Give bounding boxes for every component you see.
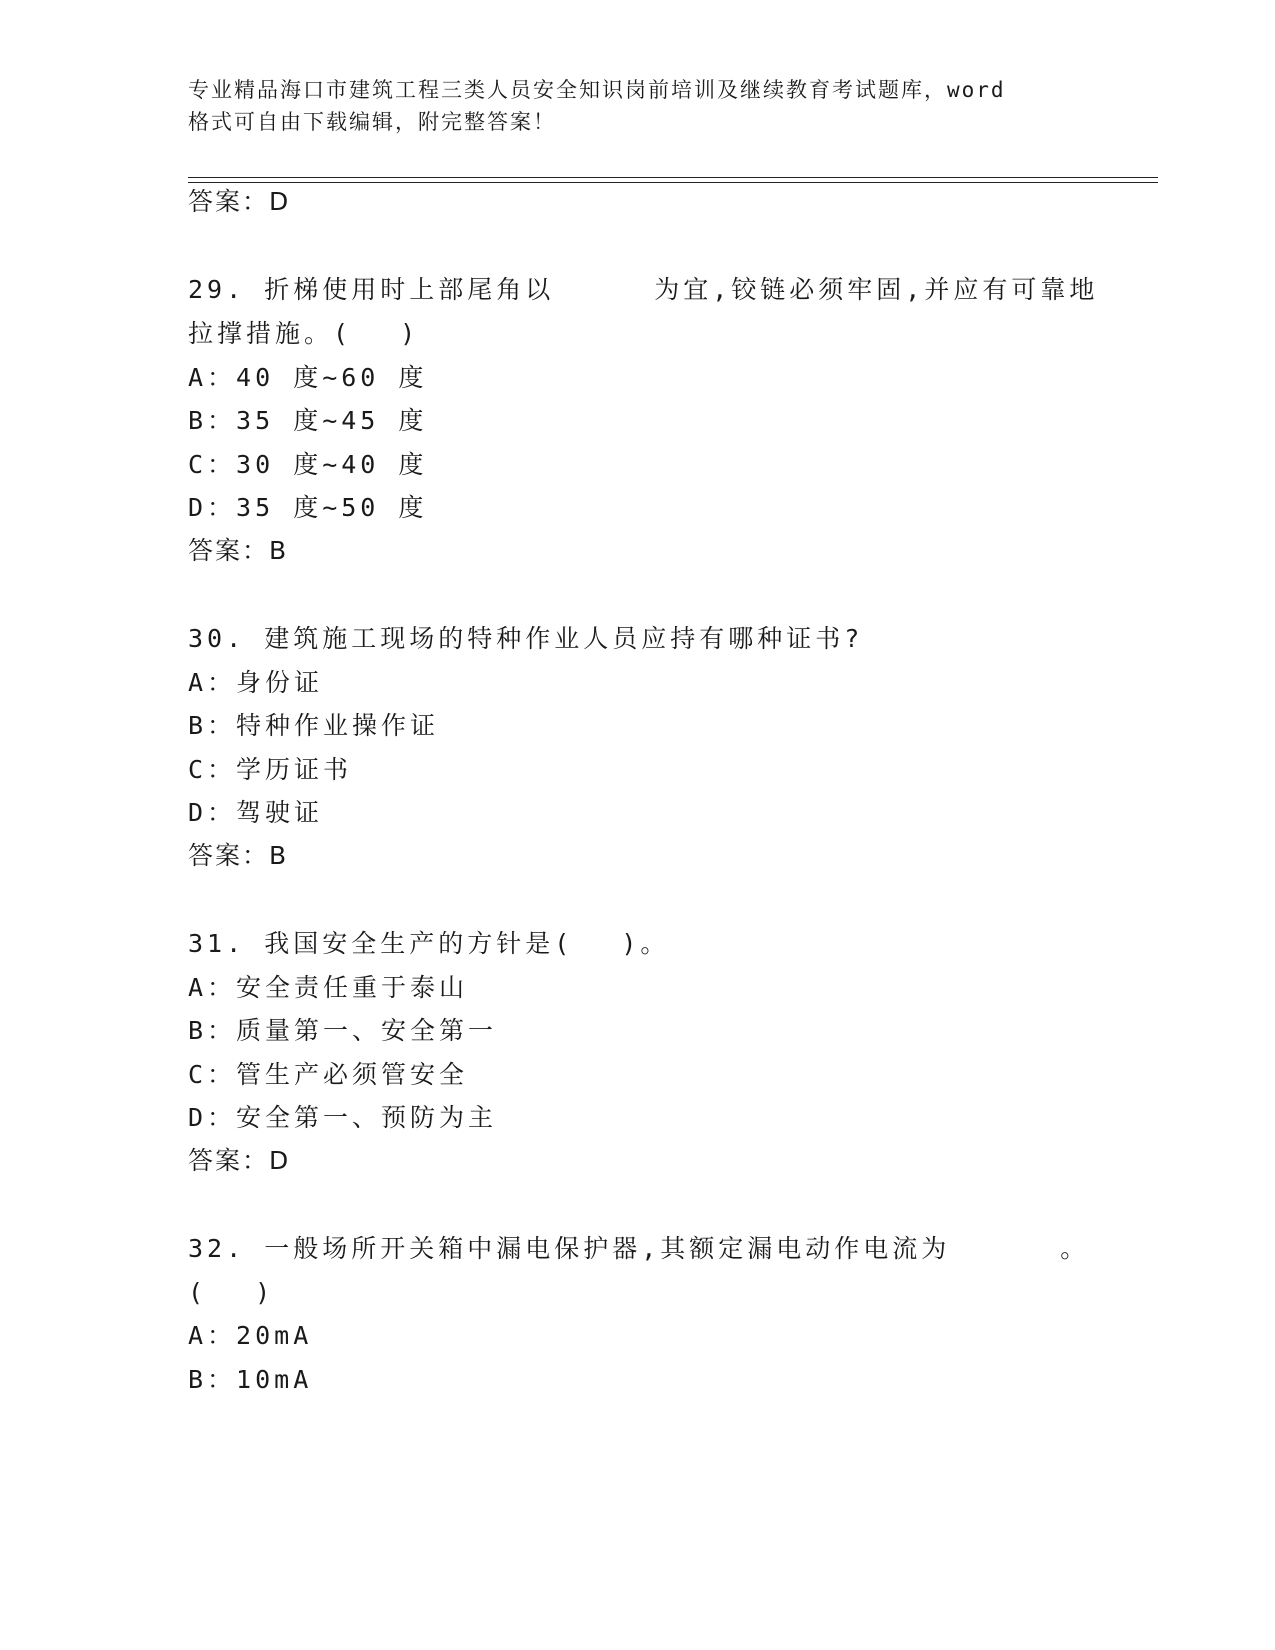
q31-number: 31. bbox=[188, 929, 246, 958]
q31-option-c: C：管生产必须管安全 bbox=[188, 1060, 469, 1089]
q29-option-b: B：35 度~45 度 bbox=[188, 406, 428, 435]
q29-option-d: D：35 度~50 度 bbox=[188, 493, 428, 522]
q32-stem-line1 bbox=[188, 1233, 1089, 1265]
q31-stem-text: 我国安全生产的方针是( )。 bbox=[264, 929, 670, 958]
q32-option-b: B：10mA bbox=[188, 1365, 313, 1394]
q29-stem-part-a: 折梯使用时上部尾角以 bbox=[264, 275, 555, 304]
q31-stem bbox=[188, 928, 669, 960]
q32-option-a: A：20mA bbox=[188, 1321, 313, 1350]
header-divider-top bbox=[188, 177, 1158, 178]
document-header bbox=[188, 74, 1088, 138]
answer-prev: 答案：D bbox=[188, 187, 291, 216]
q30-answer: 答案：B bbox=[188, 841, 289, 870]
header-line-1: 专业精品海口市建筑工程三类人员安全知识岗前培训及继续教育考试题库，word bbox=[188, 78, 1006, 102]
q32-stem-part-a: 一般场所开关箱中漏电保护器,其额定漏电动作电流为 bbox=[264, 1234, 951, 1263]
q29-option-a: A：40 度~60 度 bbox=[188, 363, 428, 392]
q30-number: 30. bbox=[188, 624, 246, 653]
header-line-2: 格式可自由下载编辑，附完整答案！ bbox=[188, 110, 556, 134]
q29-stem-line1 bbox=[188, 274, 1098, 306]
q30-stem bbox=[188, 623, 863, 655]
q29-option-c: C：30 度~40 度 bbox=[188, 450, 428, 479]
q32-number: 32. bbox=[188, 1234, 246, 1263]
q29-number: 29. bbox=[188, 275, 246, 304]
q30-option-d: D：驾驶证 bbox=[188, 798, 324, 827]
q30-stem-text: 建筑施工现场的特种作业人员应持有哪种证书? bbox=[264, 624, 864, 653]
q31-option-a: A：安全责任重于泰山 bbox=[188, 973, 469, 1002]
q29-stem-part-b: 为宜,铰链必须牢固,并应有可靠地 bbox=[654, 275, 1099, 304]
q31-option-d: D：安全第一、预防为主 bbox=[188, 1103, 498, 1132]
q31-option-b: B：质量第一、安全第一 bbox=[188, 1016, 498, 1045]
header-divider-bottom bbox=[188, 182, 1158, 183]
q29-answer: 答案：B bbox=[188, 536, 289, 565]
q32-stem-line2: ( ) bbox=[188, 1278, 275, 1307]
q30-option-b: B：特种作业操作证 bbox=[188, 711, 440, 740]
q31-answer: 答案：D bbox=[188, 1146, 291, 1175]
q29-stem-line2: 拉撑措施。( ) bbox=[188, 319, 420, 348]
q32-stem-part-b: 。 bbox=[1060, 1234, 1090, 1263]
q30-option-a: A：身份证 bbox=[188, 668, 324, 697]
q30-option-c: C：学历证书 bbox=[188, 755, 353, 784]
